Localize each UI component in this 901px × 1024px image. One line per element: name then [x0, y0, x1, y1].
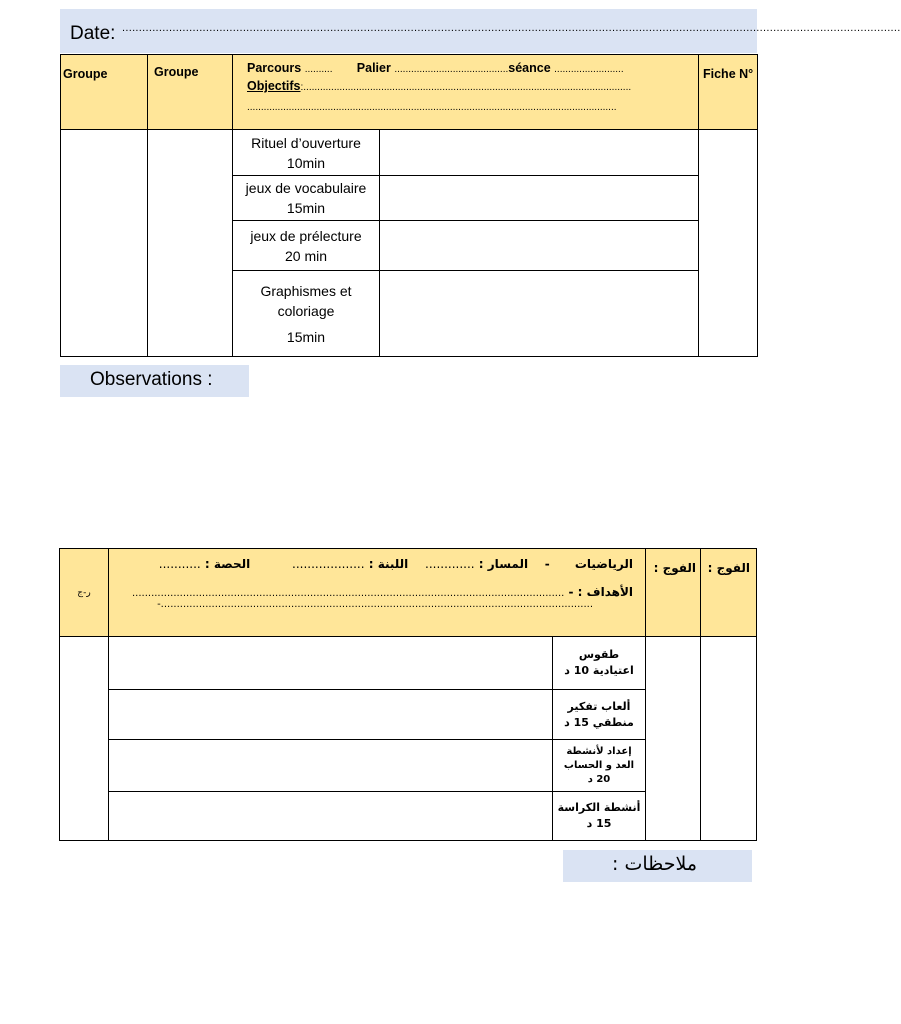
ar-session-kurrasa — [553, 792, 646, 841]
ar-session-name: أنشطة الكراسة — [557, 801, 641, 814]
groupe-cell-2[interactable] — [148, 130, 233, 357]
ar-ahdaf-field[interactable]: ........................................................................................................................................ — [132, 588, 565, 599]
session-notes-4[interactable] — [380, 271, 699, 357]
session-duration: 10min — [286, 154, 326, 171]
ar-masar-label: المسار : — [478, 557, 529, 571]
ar-faouj-cell-2[interactable] — [701, 637, 757, 841]
ar-session-name: ألعاب تفكير — [567, 699, 631, 713]
session-name: Graphismes et coloriage — [260, 282, 352, 319]
ar-session-notes-4[interactable] — [109, 792, 553, 841]
ar-session-name: إعداد لأنشطة العد و الحساب — [563, 745, 635, 771]
groupe-cell-1[interactable] — [61, 130, 148, 357]
ar-session-tuqus — [553, 637, 646, 690]
ar-left-header-text: ر-ج — [77, 587, 91, 598]
groupe-header-2-text: Groupe — [154, 65, 199, 79]
ar-session-notes-1[interactable] — [109, 637, 553, 690]
ar-left-header — [60, 549, 109, 637]
mulahazat-label: ملاحظات : — [563, 850, 752, 882]
session-rituel — [233, 130, 380, 176]
parcours-line — [247, 60, 692, 78]
ar-masar-field[interactable]: ............. — [425, 557, 475, 571]
session-graphismes — [233, 271, 380, 357]
ar-subject-line — [121, 557, 633, 571]
ar-session-notes-2[interactable] — [109, 690, 553, 740]
ar-faouj-header-1-text: الفوج : — [653, 561, 696, 575]
observations-label: Observations : — [60, 365, 249, 397]
date-bar — [60, 9, 901, 53]
ar-ahdaf-line-2[interactable]: ........................................................................................................................................- — [157, 599, 593, 610]
ar-session-notes-3[interactable] — [109, 740, 553, 792]
fiche-header — [699, 55, 758, 130]
parcours-field[interactable]: .......... — [304, 64, 333, 75]
fiche-header-text: Fiche N° — [703, 67, 754, 81]
seance-field[interactable]: ......................... — [554, 64, 624, 75]
parcours-label: Parcours — [247, 61, 302, 75]
ar-faouj-header-1 — [646, 549, 701, 637]
session-vocabulaire — [233, 176, 380, 221]
groupe-header-1-text: Groupe — [63, 67, 108, 81]
objectifs-extra-field[interactable]: ..................................................................................................................................... — [247, 102, 617, 113]
fr-lesson-table — [60, 54, 758, 357]
ar-lesson-info-header — [109, 549, 646, 637]
ar-session-duration: اعتيادية 10 د — [564, 664, 634, 677]
ar-labina-label: اللبنة : — [368, 557, 409, 571]
ar-ahdaf-line — [121, 585, 633, 599]
ar-lesson-table — [59, 548, 757, 841]
palier-label: Palier — [356, 61, 391, 75]
ar-session-alaab — [553, 690, 646, 740]
ar-left-cell[interactable] — [60, 637, 109, 841]
ar-faouj-cell-1[interactable] — [646, 637, 701, 841]
ar-faouj-header-2-text: الفوج : — [707, 561, 750, 575]
objectifs-line — [247, 78, 692, 96]
session-notes-1[interactable] — [380, 130, 699, 176]
session-duration: 20 min — [284, 247, 328, 264]
ar-session-iidad — [553, 740, 646, 792]
groupe-header-2 — [148, 55, 233, 130]
ar-session-duration: 15 د — [586, 817, 612, 830]
ar-session-duration: منطقي 15 د — [564, 715, 634, 729]
date-dots[interactable]: ........................................................................................................................................................................................................................................ — [122, 22, 901, 34]
session-notes-2[interactable] — [380, 176, 699, 221]
objectifs-label: Objectifs — [247, 79, 301, 93]
objectifs-field[interactable]: :...................................................................................................................... — [300, 82, 632, 93]
seance-label: séance — [508, 61, 551, 75]
objectifs-extra-line — [247, 96, 692, 116]
ar-ahdaf-label: الأهداف : - — [568, 585, 633, 599]
fiche-cell[interactable] — [699, 130, 758, 357]
ar-faouj-header-2 — [701, 549, 757, 637]
ar-dash: - — [544, 557, 550, 571]
date-label: Date: — [70, 23, 116, 44]
groupe-header-1 — [61, 55, 148, 130]
palier-field[interactable]: ......................................... — [394, 64, 509, 75]
lesson-info-header — [233, 55, 699, 130]
ar-labina-field[interactable]: ................... — [292, 557, 365, 571]
session-name: jeux de vocabulaire — [245, 180, 367, 196]
ar-subject: الرياضيات — [574, 557, 633, 571]
session-name: jeux de prélecture — [250, 227, 362, 244]
ar-session-name: طقوس — [578, 648, 620, 661]
ar-session-duration: 20 د — [587, 773, 611, 785]
ar-hissa-field[interactable]: ........... — [158, 557, 201, 571]
session-name: Rituel d’ouverture — [251, 134, 361, 151]
session-notes-3[interactable] — [380, 221, 699, 271]
session-duration: 15min — [286, 200, 326, 216]
ar-hissa-label: الحصة : — [204, 557, 251, 571]
session-duration: 15min — [286, 328, 326, 345]
session-prelecture — [233, 221, 380, 271]
